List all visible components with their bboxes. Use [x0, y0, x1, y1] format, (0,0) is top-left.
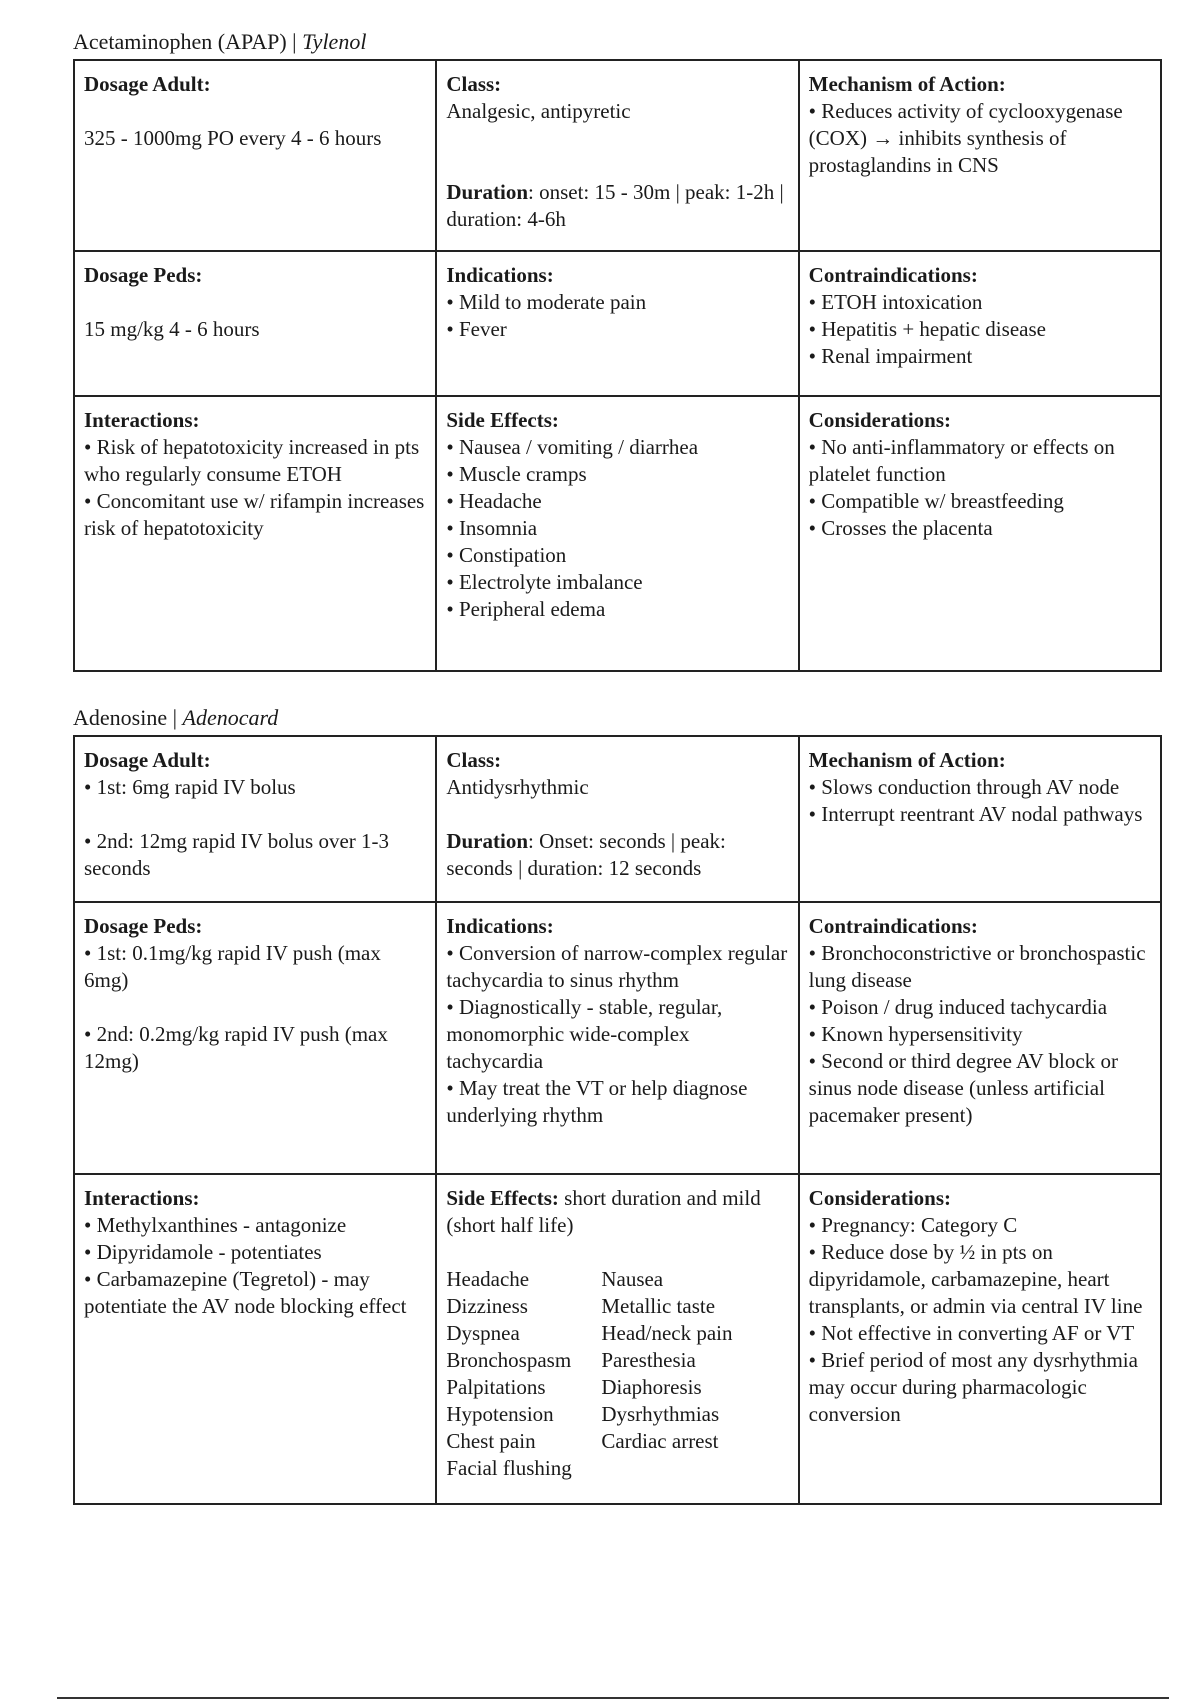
- indications-cell: [436, 902, 798, 1174]
- class-text: Analgesic, antipyretic: [446, 99, 631, 123]
- drug-generic-name: Acetaminophen (APAP) |: [73, 29, 303, 54]
- cell-heading: Interactions:: [84, 408, 200, 432]
- side-effects-grid: [446, 1266, 788, 1482]
- list-item: • Second or third degree AV block or sinus node disease (unless artificial pacemaker present): [809, 1048, 1151, 1129]
- class-cell: [436, 60, 798, 251]
- mechanism-cell: [799, 60, 1161, 251]
- table-row: [74, 902, 1161, 1174]
- dosage-peds-text: 15 mg/kg 4 - 6 hours: [84, 317, 260, 341]
- cell-heading: Dosage Peds:: [84, 263, 203, 287]
- drug-section-acetaminophen: [73, 27, 1162, 672]
- duration-label: Duration: [446, 180, 529, 204]
- side-effects-intro: [446, 1185, 788, 1239]
- dosage-adult-cell: [74, 60, 436, 251]
- list-item: • Headache: [446, 488, 788, 515]
- side-effect-item: Palpitations: [446, 1375, 546, 1399]
- page-bottom-rule: [57, 1697, 1169, 1699]
- side-effect-item: Bronchospasm: [446, 1348, 572, 1372]
- list-item: • 1st: 0.1mg/kg rapid IV push (max 6mg): [84, 940, 426, 994]
- drug-title: [73, 27, 1162, 59]
- table-row: [74, 396, 1161, 671]
- side-effects-cell: [436, 1174, 798, 1504]
- list-item: • Methylxanthines - antagonize: [84, 1212, 426, 1239]
- list-item: • 2nd: 12mg rapid IV bolus over 1-3 seconds: [84, 828, 426, 882]
- duration-label: Duration: [446, 829, 529, 853]
- list-item: • Conversion of narrow-complex regular tachycardia to sinus rhythm: [446, 940, 788, 994]
- list-item: • Electrolyte imbalance: [446, 569, 788, 596]
- list-item: • 2nd: 0.2mg/kg rapid IV push (max 12mg): [84, 1021, 426, 1075]
- side-effect-item: Hypotension: [446, 1402, 554, 1426]
- duration-text: [446, 828, 788, 882]
- bullet-list: [84, 940, 426, 994]
- cell-heading: Dosage Adult:: [84, 748, 211, 772]
- list-item: • Muscle cramps: [446, 461, 788, 488]
- bullet-list: [809, 774, 1151, 828]
- list-item: • Interrupt reentrant AV nodal pathways: [809, 801, 1151, 828]
- bullet-list: [84, 774, 426, 801]
- list-item: • Concomitant use w/ rifampin increases risk of hepatotoxicity: [84, 488, 426, 542]
- mechanism-cell: [799, 736, 1161, 902]
- list-item: • Brief period of most any dysrhythmia may occur during pharmacologic conversion: [809, 1347, 1151, 1428]
- list-item: • Diagnostically - stable, regular, monomorphic wide-complex tachycardia: [446, 994, 788, 1075]
- interactions-cell: [74, 1174, 436, 1504]
- drug-table: [73, 735, 1162, 1505]
- duration-text: [446, 179, 788, 233]
- bullet-list: [809, 434, 1151, 542]
- cell-heading: Considerations:: [808, 1186, 952, 1210]
- list-item: • Hepatitis + hepatic disease: [809, 316, 1151, 343]
- cell-heading: Indications:: [446, 263, 554, 287]
- list-item: • Renal impairment: [809, 343, 1151, 370]
- list-item: • Fever: [446, 316, 788, 343]
- contraindications-cell: [799, 902, 1161, 1174]
- bullet-list: [84, 1021, 426, 1075]
- list-item: • Slows conduction through AV node: [809, 774, 1151, 801]
- cell-heading: Considerations:: [808, 408, 952, 432]
- cell-heading: Class:: [446, 748, 502, 772]
- class-text: Antidysrhythmic: [446, 775, 589, 799]
- class-cell: [436, 736, 798, 902]
- side-effect-item: Metallic taste: [601, 1294, 716, 1318]
- list-item: • Reduces activity of cyclooxygenase (COX) → inhibits synthesis of prostaglandins in CNS: [809, 98, 1151, 179]
- list-item: • Pregnancy: Category C: [809, 1212, 1151, 1239]
- bullet-list: [84, 1212, 426, 1320]
- list-item: • Compatible w/ breastfeeding: [809, 488, 1151, 515]
- considerations-cell: [799, 396, 1161, 671]
- cell-heading: Mechanism of Action:: [808, 748, 1006, 772]
- cell-heading: Class:: [446, 72, 502, 96]
- list-item: • Peripheral edema: [446, 596, 788, 623]
- side-effect-item: Chest pain: [446, 1429, 536, 1453]
- cell-heading: Mechanism of Action:: [808, 72, 1006, 96]
- list-item: • Carbamazepine (Tegretol) - may potentiate the AV node blocking effect: [84, 1266, 426, 1320]
- bullet-list: [84, 828, 426, 882]
- drug-brand-name: Tylenol: [302, 29, 367, 54]
- contraindications-cell: [799, 251, 1161, 396]
- list-item: • Insomnia: [446, 515, 788, 542]
- list-item: • Crosses the placenta: [809, 515, 1151, 542]
- table-row: [74, 736, 1161, 902]
- drug-generic-name: Adenosine |: [73, 705, 183, 730]
- side-effect-item: Nausea: [601, 1267, 664, 1291]
- list-item: • Dipyridamole - potentiates: [84, 1239, 426, 1266]
- side-effect-item: Dysrhythmias: [601, 1402, 720, 1426]
- bullet-list: [809, 289, 1151, 370]
- bullet-list: [809, 940, 1151, 1129]
- list-item: • Poison / drug induced tachycardia: [809, 994, 1151, 1021]
- table-row: [74, 1174, 1161, 1504]
- duration-value: : Onset: seconds | peak: seconds | duration: 12 seconds: [446, 829, 726, 880]
- bullet-list: [446, 289, 788, 343]
- list-item: • 1st: 6mg rapid IV bolus: [84, 774, 426, 801]
- dosage-peds-cell: [74, 902, 436, 1174]
- drug-title: [73, 703, 1162, 735]
- side-effect-item: Head/neck pain: [601, 1321, 733, 1345]
- considerations-cell: [799, 1174, 1161, 1504]
- bullet-list: [446, 940, 788, 1129]
- side-effects-note: short duration and mild (short half life): [446, 1186, 761, 1237]
- cell-heading: Dosage Adult:: [84, 72, 211, 96]
- bullet-list: [84, 434, 426, 542]
- bullet-list: [446, 434, 788, 623]
- dosage-adult-text: 325 - 1000mg PO every 4 - 6 hours: [84, 126, 382, 150]
- interactions-cell: [74, 396, 436, 671]
- table-row: [74, 251, 1161, 396]
- dosage-adult-cell: [74, 736, 436, 902]
- side-effects-cell: [436, 396, 798, 671]
- side-effect-item: Facial flushing: [446, 1456, 572, 1480]
- list-item: • No anti-inflammatory or effects on platelet function: [809, 434, 1151, 488]
- drug-brand-name: Adenocard: [182, 705, 279, 730]
- cell-heading: Contraindications:: [808, 263, 978, 287]
- side-effect-item: Cardiac arrest: [601, 1429, 719, 1453]
- indications-cell: [436, 251, 798, 396]
- side-effect-item: Dyspnea: [446, 1321, 520, 1345]
- list-item: • Known hypersensitivity: [809, 1021, 1151, 1048]
- table-row: [74, 60, 1161, 251]
- list-item: • May treat the VT or help diagnose underlying rhythm: [446, 1075, 788, 1129]
- list-item: • Mild to moderate pain: [446, 289, 788, 316]
- cell-heading: Interactions:: [84, 1186, 200, 1210]
- list-item: • Reduce dose by ½ in pts on dipyridamole, carbamazepine, heart transplants, or admin via central IV line: [809, 1239, 1151, 1320]
- drug-section-adenosine: [73, 703, 1162, 1505]
- list-item: • Nausea / vomiting / diarrhea: [446, 434, 788, 461]
- list-item: • ETOH intoxication: [809, 289, 1151, 316]
- dosage-peds-cell: [74, 251, 436, 396]
- cell-heading: Indications:: [446, 914, 554, 938]
- cell-heading: Contraindications:: [808, 914, 978, 938]
- duration-value: : onset: 15 - 30m | peak: 1-2h | duration: 4-6h: [446, 180, 784, 231]
- list-item: • Constipation: [446, 542, 788, 569]
- cell-heading: Side Effects:: [446, 1186, 559, 1210]
- cell-heading: Side Effects:: [446, 408, 559, 432]
- side-effect-item: Dizziness: [446, 1294, 528, 1318]
- bullet-list: [809, 98, 1151, 179]
- list-item: • Bronchoconstrictive or bronchospastic lung disease: [809, 940, 1151, 994]
- side-effect-item: Headache: [446, 1267, 530, 1291]
- drug-table: [73, 59, 1162, 672]
- cell-heading: Dosage Peds:: [84, 914, 203, 938]
- bullet-list: [809, 1212, 1151, 1428]
- list-item: • Risk of hepatotoxicity increased in pts who regularly consume ETOH: [84, 434, 426, 488]
- side-effect-item: Diaphoresis: [601, 1375, 702, 1399]
- list-item: • Not effective in converting AF or VT: [809, 1320, 1151, 1347]
- side-effect-item: Paresthesia: [601, 1348, 696, 1372]
